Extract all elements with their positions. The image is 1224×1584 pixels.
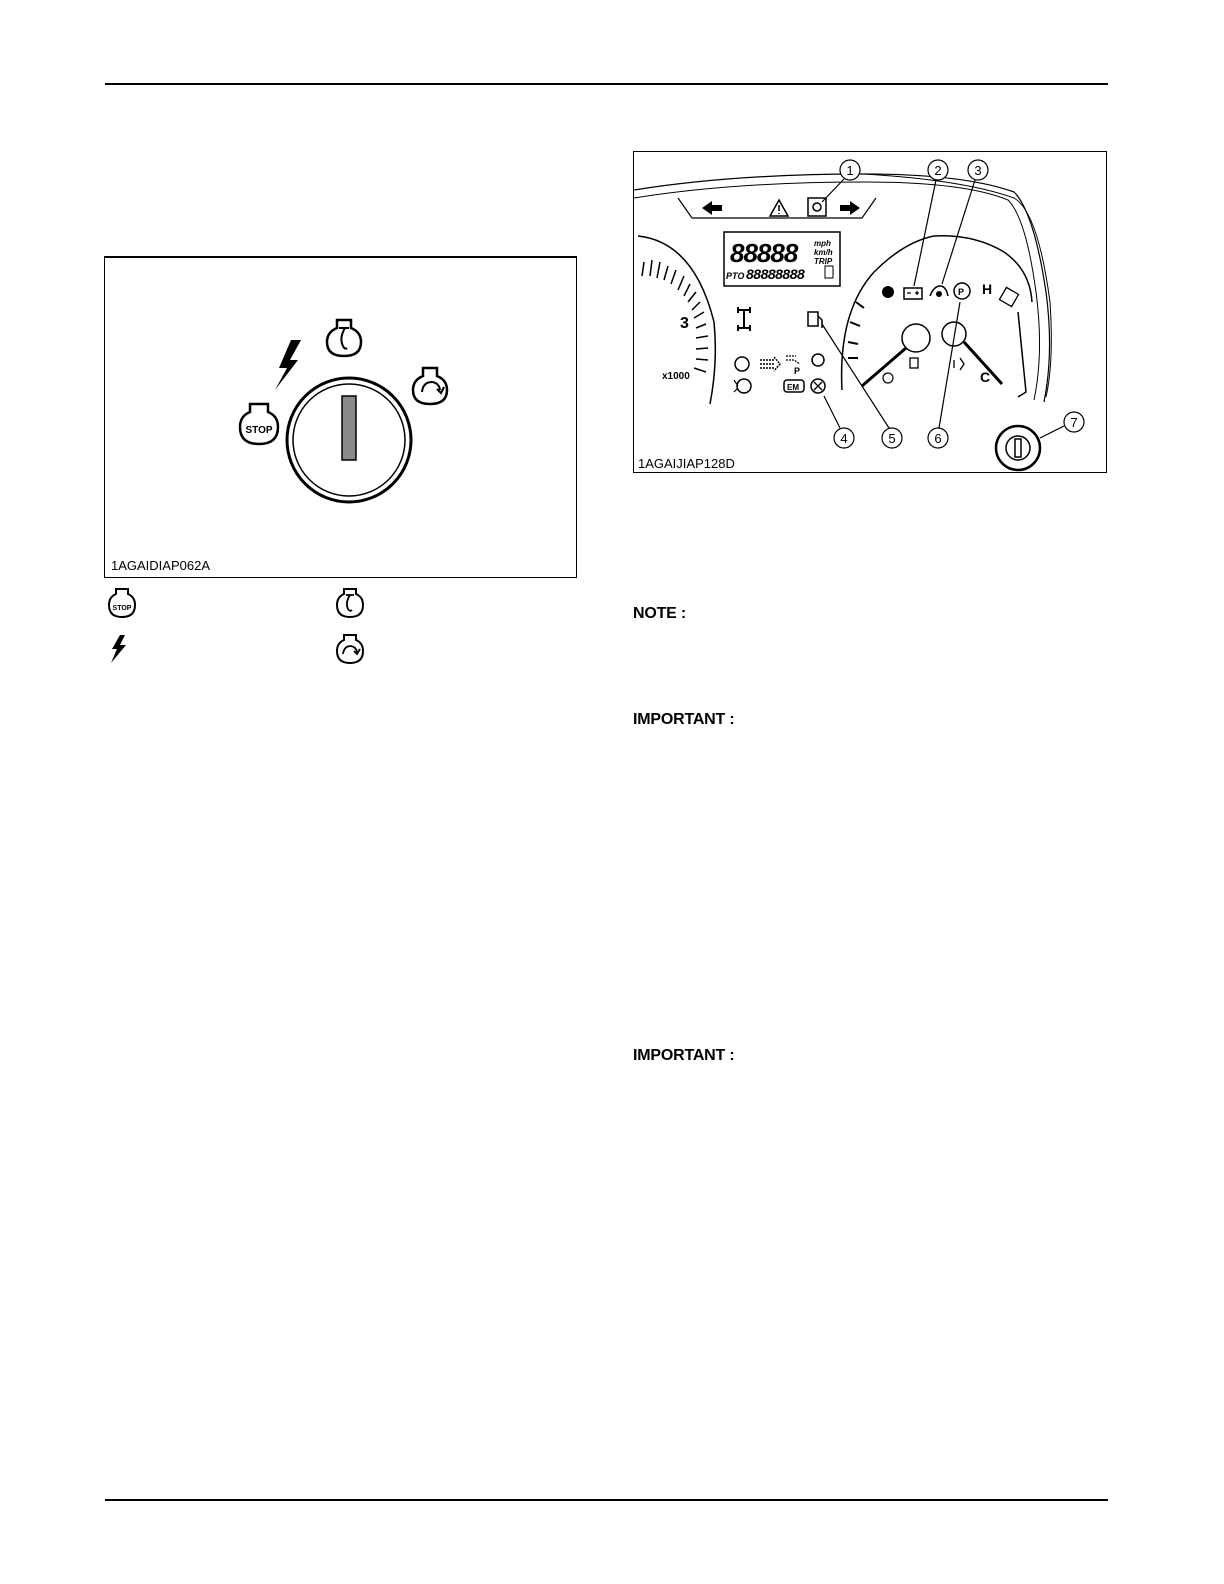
temp-cold-label: C (980, 369, 991, 385)
dpf-regeneration-icon (760, 357, 780, 371)
callout-4 (824, 396, 854, 448)
start-position-icon (413, 368, 447, 404)
accessory-lightning-icon (275, 340, 301, 390)
callout-5 (822, 324, 902, 448)
lcd-pto-label: PTO (726, 271, 745, 281)
instrument-panel-figure (633, 151, 1107, 473)
svg-text:2: 2 (934, 163, 942, 178)
svg-text:P: P (794, 366, 801, 376)
figure-id: 1AGAIJIAP128D (638, 456, 735, 471)
water-in-fuel-icon (786, 356, 800, 376)
parking-brake-icon (954, 283, 970, 299)
lcd-display (724, 232, 840, 286)
lcd-unit-trip: TRIP (814, 257, 833, 266)
important-heading-2: IMPORTANT : (633, 1047, 735, 1064)
svg-text:EM: EM (787, 383, 799, 392)
svg-text:P: P (958, 287, 965, 297)
lcd-unit-mph: mph (814, 239, 831, 248)
lcd-pto-digits: 88888888 (746, 266, 805, 282)
svg-text:6: 6 (934, 431, 942, 446)
tachometer (638, 236, 715, 404)
glow-plug-icon (812, 354, 824, 366)
key-cylinder (287, 378, 411, 502)
tach-multiplier: x1000 (662, 371, 690, 382)
ignition-key-icon (996, 426, 1040, 470)
svg-text:5: 5 (888, 431, 896, 446)
fuel-temperature-gauges (842, 236, 1032, 397)
right-turn-arrow-icon (840, 201, 860, 215)
callout-7 (1040, 412, 1084, 438)
svg-text:1: 1 (846, 163, 854, 178)
lcd-unit-kmh: km/h (814, 248, 833, 257)
preheat-legend-icon (334, 587, 366, 619)
engine-warning-icon (735, 357, 749, 371)
svg-text:4: 4 (840, 431, 848, 446)
svg-text:7: 7 (1070, 415, 1078, 430)
engine-management-icon (784, 380, 804, 392)
header-rule (105, 83, 1108, 85)
accessory-legend-icon (108, 634, 130, 664)
svg-text:3: 3 (974, 163, 982, 178)
lcd-main-digits: 88888 (730, 238, 798, 268)
temp-hot-label: H (982, 281, 993, 297)
stop-position-icon (240, 404, 278, 444)
stop-legend-label: STOP (112, 605, 132, 612)
important-heading-1: IMPORTANT : (633, 711, 735, 728)
coolant-icon (811, 379, 825, 393)
stop-legend-icon (106, 587, 138, 619)
stop-label: STOP (245, 425, 273, 436)
note-heading: NOTE : (633, 605, 687, 622)
battery-charge-icon (904, 288, 922, 299)
fuel-icon (808, 312, 822, 328)
left-turn-arrow-icon (702, 201, 722, 215)
footer-rule (105, 1499, 1108, 1501)
figure-id: 1AGAIDIAP062A (111, 558, 210, 573)
start-legend-icon (334, 633, 366, 665)
hazard-warning-icon (770, 200, 788, 216)
tach-tick-3: 3 (680, 315, 689, 332)
preheat-position-icon (327, 320, 361, 356)
callout-1 (822, 160, 860, 202)
oil-pressure-icon (930, 286, 948, 297)
key-switch-figure (104, 256, 577, 578)
four-wheel-drive-icon (738, 307, 750, 331)
pto-icon (734, 379, 751, 393)
